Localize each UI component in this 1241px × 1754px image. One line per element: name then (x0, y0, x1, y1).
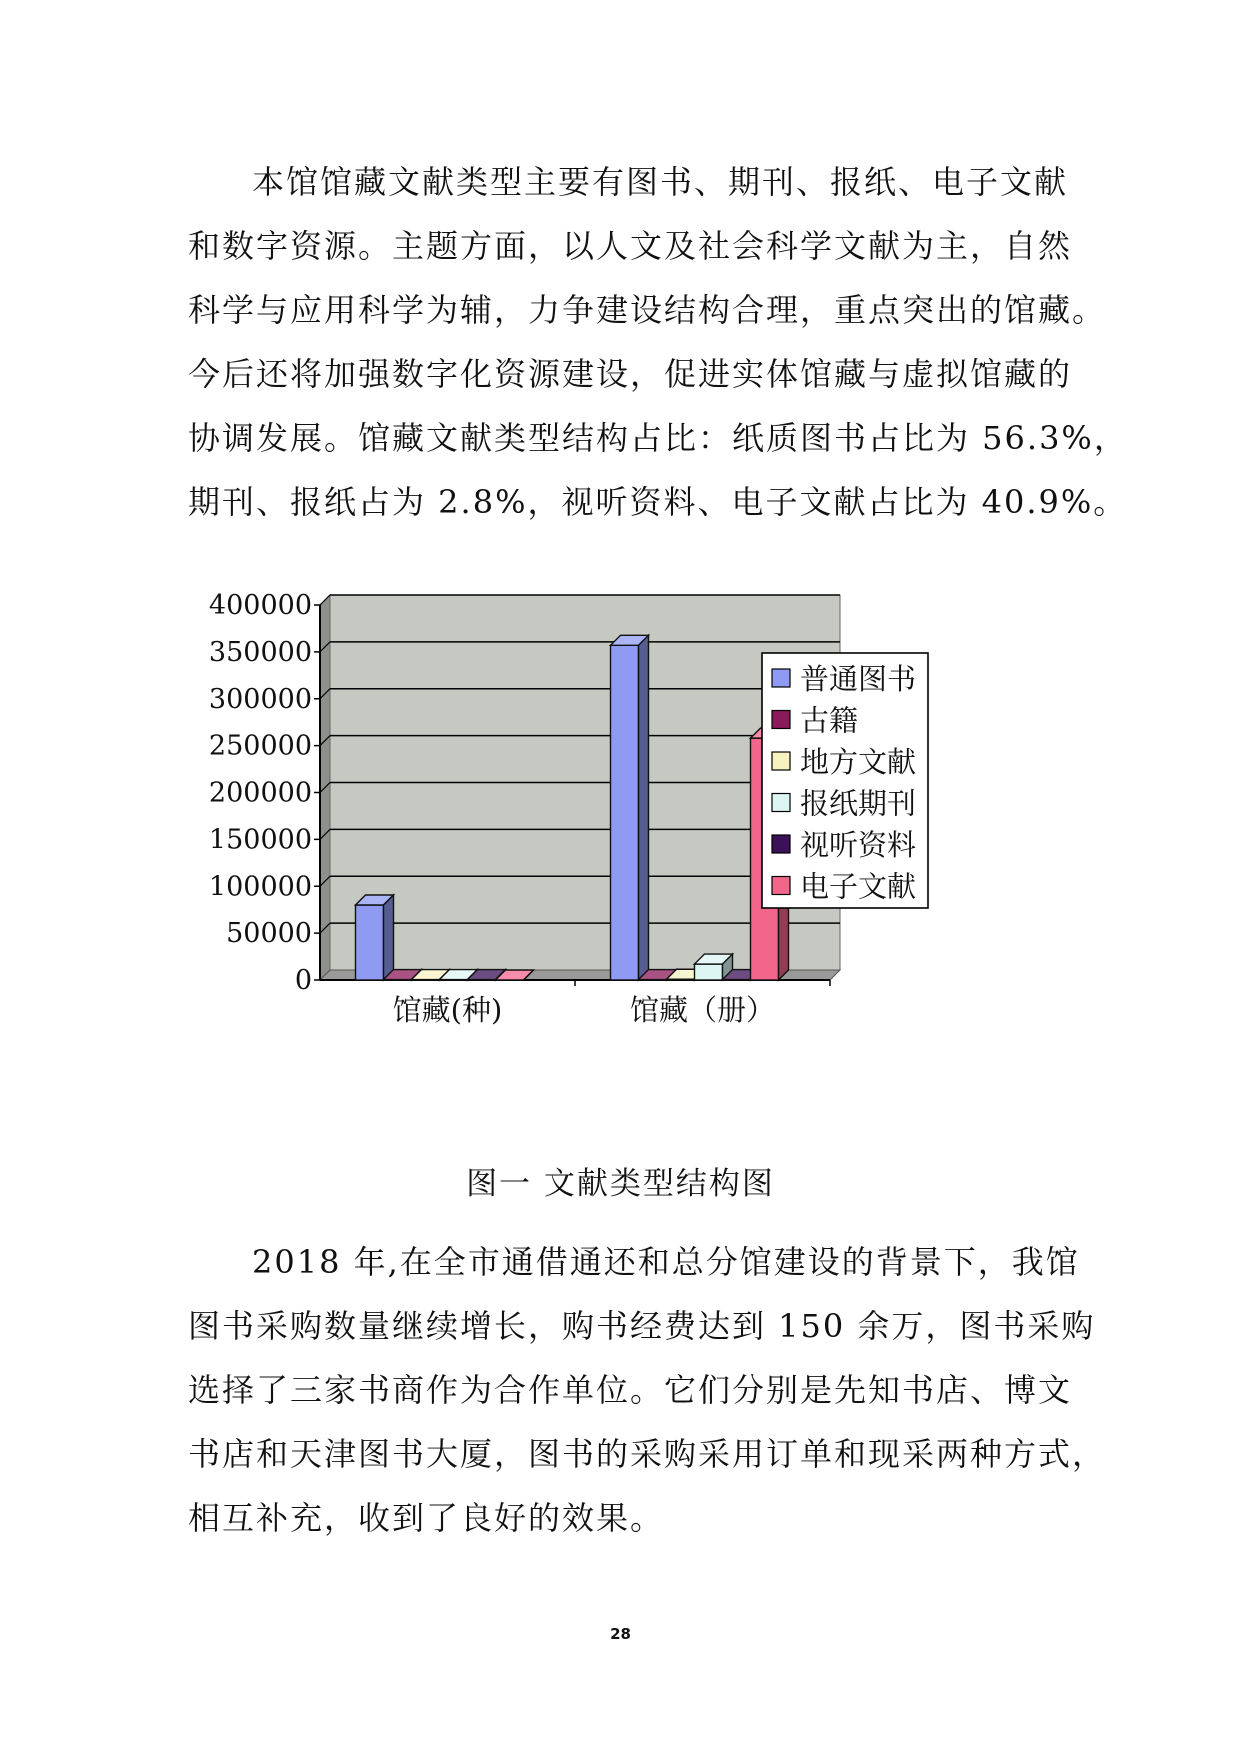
bar-side (384, 895, 394, 980)
y-tick-label: 100000 (208, 871, 312, 903)
bar (695, 964, 723, 980)
text-line: 图书采购数量继续增长，购书经费达到 150 余万，图书采购 (188, 1307, 1096, 1345)
legend-swatch (772, 877, 790, 895)
legend-label: 普通图书 (800, 662, 917, 696)
legend-label: 视听资料 (800, 828, 917, 862)
text-line: 期刊、报纸占为 2.8%，视听资料、电子文献占比为 40.9%。 (188, 483, 1128, 521)
legend-label: 电子文献 (800, 869, 917, 904)
y-tick-label: 200000 (208, 777, 312, 809)
bar-side (639, 635, 649, 980)
text-line: 科学与应用科学为辅，力争建设结构合理，重点突出的馆藏。 (188, 291, 1107, 329)
intro-paragraph (188, 150, 1128, 534)
procurement-paragraph (188, 1230, 1107, 1550)
text-line: 今后还将加强数字化资源建设，促进实体馆藏与虚拟馆藏的 (188, 355, 1073, 393)
y-tick-label: 0 (294, 965, 312, 996)
legend-label: 古籍 (800, 703, 859, 738)
legend-swatch (772, 752, 790, 770)
legend-swatch (772, 835, 790, 853)
x-tick-label: 馆藏（册） (629, 993, 776, 1027)
text-line: 书店和天津图书大厦，图书的采购采用订单和现采两种方式， (188, 1435, 1107, 1473)
y-tick-label: 350000 (208, 636, 312, 668)
legend-swatch (772, 669, 790, 687)
legend-label: 报纸期刊 (800, 786, 917, 821)
figure-caption: 图一 文献类型结构图 (466, 1166, 775, 1202)
legend-swatch (772, 711, 790, 729)
y-tick-label: 400000 (208, 590, 312, 621)
text-line: 协调发展。馆藏文献类型结构占比：纸质图书占比为 56.3%， (188, 419, 1128, 457)
y-tick-label: 50000 (226, 918, 312, 950)
text-line: 本馆馆藏文献类型主要有图书、期刊、报纸、电子文献 (252, 163, 1069, 201)
bar (356, 905, 384, 980)
collection-bar-chart (200, 585, 1070, 1065)
legend-swatch (772, 794, 790, 812)
text-line: 和数字资源。主题方面，以人文及社会科学文献为主，自然 (188, 227, 1073, 265)
x-tick-label: 馆藏(种) (392, 993, 503, 1027)
y-tick-label: 150000 (208, 824, 312, 856)
text-line: 选择了三家书商作为合作单位。它们分别是先知书店、博文 (188, 1371, 1073, 1409)
page-number: 28 (610, 1625, 631, 1643)
bar (611, 645, 639, 980)
y-tick-label: 250000 (208, 730, 312, 762)
text-line: 2018 年,在全市通借通还和总分馆建设的背景下，我馆 (252, 1243, 1080, 1281)
text-line: 相互补充，收到了良好的效果。 (188, 1499, 665, 1537)
legend-label: 地方文献 (800, 745, 917, 779)
y-tick-label: 300000 (208, 683, 312, 715)
